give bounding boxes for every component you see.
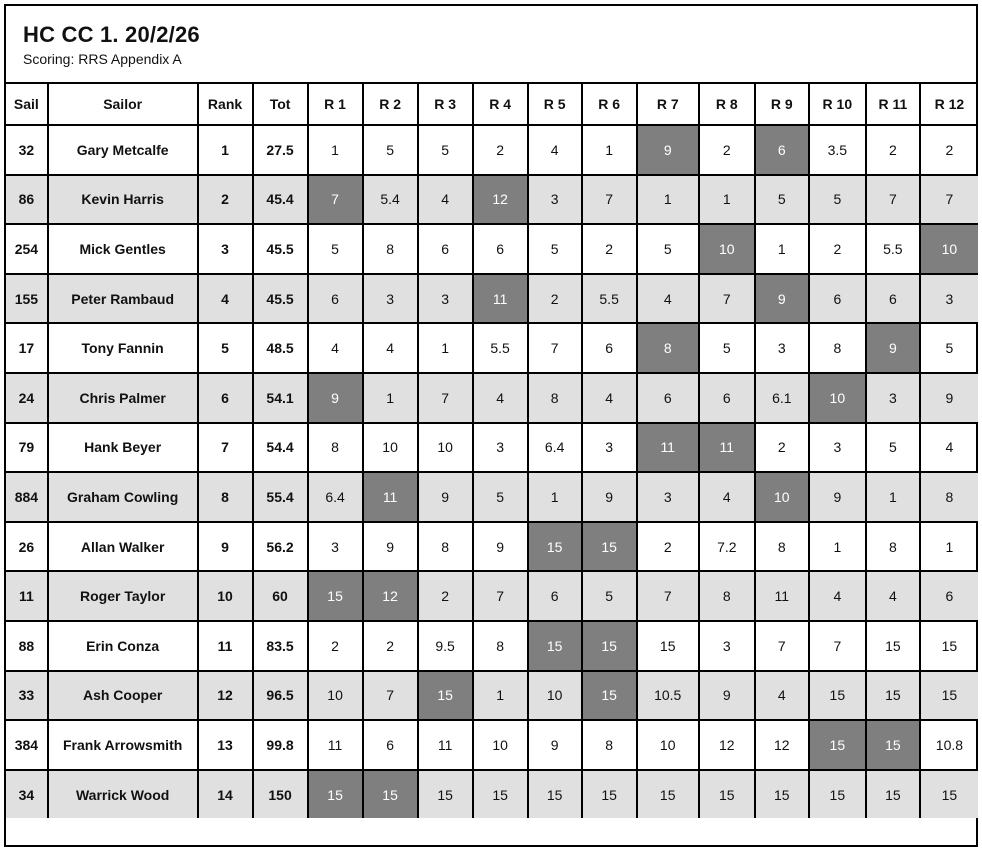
sailor-name-cell: Gary Metcalfe — [48, 125, 198, 175]
race-score-cell: 15 — [920, 671, 978, 721]
discarded-race-score-cell: 12 — [473, 175, 528, 225]
race-score-cell: 9.5 — [418, 621, 473, 671]
race-score-cell: 5 — [920, 323, 978, 373]
header-row — [6, 84, 978, 125]
sailor-name-cell: Peter Rambaud — [48, 274, 198, 324]
race-score-cell: 8 — [363, 224, 418, 274]
race-score-cell: 1 — [418, 323, 473, 373]
race-score-cell: 7 — [699, 274, 755, 324]
race-score-cell: 5.5 — [866, 224, 920, 274]
race-score-cell: 3 — [363, 274, 418, 324]
race-score-cell: 5 — [637, 224, 699, 274]
discarded-race-score-cell: 9 — [308, 373, 363, 423]
race-score-cell: 11 — [418, 720, 473, 770]
race-score-cell: 6 — [582, 323, 637, 373]
race-score-cell: 9 — [528, 720, 582, 770]
rank-cell: 3 — [198, 224, 253, 274]
table-row — [6, 472, 978, 522]
race-score-cell: 15 — [473, 770, 528, 819]
race-score-cell: 9 — [473, 522, 528, 572]
race-score-cell: 1 — [308, 125, 363, 175]
column-header-rank: Rank — [198, 84, 253, 125]
race-score-cell: 5 — [809, 175, 866, 225]
sail-number-cell: 11 — [6, 571, 48, 621]
race-score-cell: 8 — [308, 423, 363, 473]
total-cell: 48.5 — [253, 323, 308, 373]
race-score-cell: 3 — [308, 522, 363, 572]
sail-number-cell: 254 — [6, 224, 48, 274]
race-score-cell: 4 — [528, 125, 582, 175]
race-score-cell: 8 — [418, 522, 473, 572]
page-title: HC CC 1. 20/2/26 — [23, 22, 200, 47]
discarded-race-score-cell: 15 — [582, 621, 637, 671]
sailor-name-cell: Roger Taylor — [48, 571, 198, 621]
column-header-r8: R 8 — [699, 84, 755, 125]
race-score-cell: 8 — [920, 472, 978, 522]
race-score-cell: 1 — [582, 125, 637, 175]
race-score-cell: 7 — [755, 621, 809, 671]
race-score-cell: 10 — [637, 720, 699, 770]
table-row — [6, 125, 978, 175]
race-score-cell: 6 — [699, 373, 755, 423]
race-score-cell: 15 — [582, 770, 637, 819]
race-score-cell: 5 — [363, 125, 418, 175]
rank-cell: 4 — [198, 274, 253, 324]
race-score-cell: 1 — [528, 472, 582, 522]
race-score-cell: 10 — [363, 423, 418, 473]
race-score-cell: 6 — [308, 274, 363, 324]
race-score-cell: 5 — [582, 571, 637, 621]
race-score-cell: 5.4 — [363, 175, 418, 225]
rank-cell: 10 — [198, 571, 253, 621]
discarded-race-score-cell: 11 — [637, 423, 699, 473]
column-header-r10: R 10 — [809, 84, 866, 125]
race-score-cell: 10 — [473, 720, 528, 770]
discarded-race-score-cell: 8 — [637, 323, 699, 373]
race-score-cell: 9 — [363, 522, 418, 572]
total-cell: 55.4 — [253, 472, 308, 522]
race-score-cell: 1 — [699, 175, 755, 225]
column-header-r9: R 9 — [755, 84, 809, 125]
race-score-cell: 8 — [809, 323, 866, 373]
discarded-race-score-cell: 6 — [755, 125, 809, 175]
sailor-name-cell: Chris Palmer — [48, 373, 198, 423]
race-score-cell: 9 — [582, 472, 637, 522]
total-cell: 27.5 — [253, 125, 308, 175]
race-score-cell: 6.1 — [755, 373, 809, 423]
rank-cell: 5 — [198, 323, 253, 373]
table-row — [6, 224, 978, 274]
discarded-race-score-cell: 10 — [755, 472, 809, 522]
rank-cell: 9 — [198, 522, 253, 572]
race-score-cell: 6.4 — [308, 472, 363, 522]
race-score-cell: 15 — [809, 671, 866, 721]
total-cell: 99.8 — [253, 720, 308, 770]
total-cell: 150 — [253, 770, 308, 819]
rank-cell: 12 — [198, 671, 253, 721]
rank-cell: 2 — [198, 175, 253, 225]
race-score-cell: 15 — [755, 770, 809, 819]
rank-cell: 8 — [198, 472, 253, 522]
race-score-cell: 8 — [866, 522, 920, 572]
sail-number-cell: 384 — [6, 720, 48, 770]
race-score-cell: 1 — [755, 224, 809, 274]
race-score-cell: 6 — [473, 224, 528, 274]
race-score-cell: 12 — [699, 720, 755, 770]
sail-number-cell: 26 — [6, 522, 48, 572]
sail-number-cell: 79 — [6, 423, 48, 473]
discarded-race-score-cell: 9 — [637, 125, 699, 175]
table-row — [6, 621, 978, 671]
sailor-name-cell: Hank Beyer — [48, 423, 198, 473]
race-score-cell: 2 — [920, 125, 978, 175]
total-cell: 45.5 — [253, 274, 308, 324]
results-table — [6, 84, 978, 818]
race-score-cell: 15 — [637, 770, 699, 819]
race-score-cell: 6 — [528, 571, 582, 621]
discarded-race-score-cell: 15 — [809, 720, 866, 770]
race-score-cell: 6.4 — [528, 423, 582, 473]
race-score-cell: 5 — [699, 323, 755, 373]
total-cell: 96.5 — [253, 671, 308, 721]
race-score-cell: 15 — [866, 621, 920, 671]
table-row — [6, 423, 978, 473]
race-score-cell: 10.5 — [637, 671, 699, 721]
discarded-race-score-cell: 15 — [528, 522, 582, 572]
race-score-cell: 5 — [473, 472, 528, 522]
race-score-cell: 1 — [920, 522, 978, 572]
race-score-cell: 3 — [920, 274, 978, 324]
race-score-cell: 1 — [363, 373, 418, 423]
race-score-cell: 4 — [866, 571, 920, 621]
race-score-cell: 4 — [308, 323, 363, 373]
race-score-cell: 3 — [528, 175, 582, 225]
race-score-cell: 15 — [637, 621, 699, 671]
total-cell: 54.1 — [253, 373, 308, 423]
discarded-race-score-cell: 15 — [418, 671, 473, 721]
sailor-name-cell: Graham Cowling — [48, 472, 198, 522]
table-row — [6, 770, 978, 819]
total-cell: 45.4 — [253, 175, 308, 225]
race-score-cell: 3 — [582, 423, 637, 473]
race-score-cell: 2 — [473, 125, 528, 175]
discarded-race-score-cell: 15 — [308, 571, 363, 621]
race-score-cell: 3 — [473, 423, 528, 473]
race-score-cell: 4 — [920, 423, 978, 473]
race-score-cell: 2 — [699, 125, 755, 175]
race-score-cell: 1 — [809, 522, 866, 572]
race-score-cell: 6 — [363, 720, 418, 770]
discarded-race-score-cell: 15 — [528, 621, 582, 671]
table-row — [6, 571, 978, 621]
results-header — [6, 6, 976, 84]
column-header-r5: R 5 — [528, 84, 582, 125]
race-score-cell: 3 — [866, 373, 920, 423]
rank-cell: 1 — [198, 125, 253, 175]
discarded-race-score-cell: 15 — [582, 671, 637, 721]
race-score-cell: 7.2 — [699, 522, 755, 572]
sailor-name-cell: Mick Gentles — [48, 224, 198, 274]
column-header-r1: R 1 — [308, 84, 363, 125]
race-score-cell: 15 — [866, 671, 920, 721]
rank-cell: 6 — [198, 373, 253, 423]
race-score-cell: 7 — [528, 323, 582, 373]
sailor-name-cell: Erin Conza — [48, 621, 198, 671]
race-score-cell: 2 — [418, 571, 473, 621]
sail-number-cell: 155 — [6, 274, 48, 324]
race-score-cell: 3 — [699, 621, 755, 671]
race-score-cell: 5.5 — [582, 274, 637, 324]
sail-number-cell: 32 — [6, 125, 48, 175]
race-score-cell: 6 — [809, 274, 866, 324]
race-score-cell: 4 — [637, 274, 699, 324]
sail-number-cell: 34 — [6, 770, 48, 819]
sail-number-cell: 88 — [6, 621, 48, 671]
race-score-cell: 15 — [920, 770, 978, 819]
sail-number-cell: 86 — [6, 175, 48, 225]
discarded-race-score-cell: 15 — [866, 720, 920, 770]
race-score-cell: 15 — [809, 770, 866, 819]
results-sheet — [4, 4, 978, 847]
table-row — [6, 274, 978, 324]
race-score-cell: 8 — [582, 720, 637, 770]
total-cell: 83.5 — [253, 621, 308, 671]
race-score-cell: 2 — [363, 621, 418, 671]
discarded-race-score-cell: 12 — [363, 571, 418, 621]
sail-number-cell: 33 — [6, 671, 48, 721]
race-score-cell: 3 — [637, 472, 699, 522]
sailor-name-cell: Tony Fannin — [48, 323, 198, 373]
race-score-cell: 1 — [866, 472, 920, 522]
rank-cell: 14 — [198, 770, 253, 819]
race-score-cell: 6 — [920, 571, 978, 621]
race-score-cell: 7 — [866, 175, 920, 225]
discarded-race-score-cell: 15 — [363, 770, 418, 819]
column-header-r2: R 2 — [363, 84, 418, 125]
discarded-race-score-cell: 15 — [308, 770, 363, 819]
column-header-r12: R 12 — [920, 84, 978, 125]
rank-cell: 7 — [198, 423, 253, 473]
race-score-cell: 15 — [866, 770, 920, 819]
race-score-cell: 5 — [755, 175, 809, 225]
race-score-cell: 10 — [308, 671, 363, 721]
sail-number-cell: 884 — [6, 472, 48, 522]
race-score-cell: 7 — [418, 373, 473, 423]
race-score-cell: 7 — [637, 571, 699, 621]
race-score-cell: 2 — [755, 423, 809, 473]
race-score-cell: 3 — [809, 423, 866, 473]
race-score-cell: 15 — [920, 621, 978, 671]
column-header-r4: R 4 — [473, 84, 528, 125]
column-header-r11: R 11 — [866, 84, 920, 125]
race-score-cell: 7 — [363, 671, 418, 721]
total-cell: 45.5 — [253, 224, 308, 274]
total-cell: 54.4 — [253, 423, 308, 473]
table-row — [6, 522, 978, 572]
race-score-cell: 11 — [755, 571, 809, 621]
race-score-cell: 10.8 — [920, 720, 978, 770]
race-score-cell: 4 — [363, 323, 418, 373]
race-score-cell: 7 — [920, 175, 978, 225]
discarded-race-score-cell: 11 — [473, 274, 528, 324]
race-score-cell: 7 — [809, 621, 866, 671]
race-score-cell: 4 — [473, 373, 528, 423]
table-row — [6, 671, 978, 721]
race-score-cell: 9 — [920, 373, 978, 423]
race-score-cell: 2 — [637, 522, 699, 572]
column-header-tot: Tot — [253, 84, 308, 125]
rank-cell: 11 — [198, 621, 253, 671]
total-cell: 60 — [253, 571, 308, 621]
race-score-cell: 5 — [528, 224, 582, 274]
race-score-cell: 9 — [809, 472, 866, 522]
race-score-cell: 1 — [473, 671, 528, 721]
race-score-cell: 4 — [582, 373, 637, 423]
sail-number-cell: 24 — [6, 373, 48, 423]
discarded-race-score-cell: 7 — [308, 175, 363, 225]
race-score-cell: 10 — [528, 671, 582, 721]
race-score-cell: 4 — [699, 472, 755, 522]
race-score-cell: 4 — [418, 175, 473, 225]
discarded-race-score-cell: 9 — [755, 274, 809, 324]
race-score-cell: 15 — [699, 770, 755, 819]
column-header-r6: R 6 — [582, 84, 637, 125]
race-score-cell: 7 — [582, 175, 637, 225]
race-score-cell: 2 — [528, 274, 582, 324]
discarded-race-score-cell: 11 — [699, 423, 755, 473]
race-score-cell: 8 — [699, 571, 755, 621]
race-score-cell: 2 — [809, 224, 866, 274]
race-score-cell: 2 — [582, 224, 637, 274]
rank-cell: 13 — [198, 720, 253, 770]
race-score-cell: 10 — [418, 423, 473, 473]
sailor-name-cell: Kevin Harris — [48, 175, 198, 225]
race-score-cell: 7 — [473, 571, 528, 621]
column-header-r7: R 7 — [637, 84, 699, 125]
race-score-cell: 3.5 — [809, 125, 866, 175]
race-score-cell: 6 — [418, 224, 473, 274]
scoring-subtitle: Scoring: RRS Appendix A — [23, 51, 182, 67]
race-score-cell: 1 — [637, 175, 699, 225]
discarded-race-score-cell: 10 — [809, 373, 866, 423]
sailor-name-cell: Warrick Wood — [48, 770, 198, 819]
total-cell: 56.2 — [253, 522, 308, 572]
column-header-sail: Sail — [6, 84, 48, 125]
race-score-cell: 3 — [418, 274, 473, 324]
race-score-cell: 9 — [418, 472, 473, 522]
race-score-cell: 5.5 — [473, 323, 528, 373]
race-score-cell: 5 — [866, 423, 920, 473]
race-score-cell: 8 — [528, 373, 582, 423]
race-score-cell: 5 — [308, 224, 363, 274]
discarded-race-score-cell: 11 — [363, 472, 418, 522]
discarded-race-score-cell: 9 — [866, 323, 920, 373]
race-score-cell: 6 — [637, 373, 699, 423]
race-score-cell: 3 — [755, 323, 809, 373]
race-score-cell: 8 — [755, 522, 809, 572]
sailor-name-cell: Ash Cooper — [48, 671, 198, 721]
discarded-race-score-cell: 15 — [582, 522, 637, 572]
results-body — [6, 125, 978, 818]
race-score-cell: 11 — [308, 720, 363, 770]
discarded-race-score-cell: 10 — [920, 224, 978, 274]
race-score-cell: 15 — [418, 770, 473, 819]
race-score-cell: 4 — [809, 571, 866, 621]
table-row — [6, 373, 978, 423]
race-score-cell: 12 — [755, 720, 809, 770]
sail-number-cell: 17 — [6, 323, 48, 373]
table-row — [6, 720, 978, 770]
race-score-cell: 2 — [866, 125, 920, 175]
race-score-cell: 6 — [866, 274, 920, 324]
column-header-sailor: Sailor — [48, 84, 198, 125]
race-score-cell: 4 — [755, 671, 809, 721]
discarded-race-score-cell: 10 — [699, 224, 755, 274]
sailor-name-cell: Frank Arrowsmith — [48, 720, 198, 770]
race-score-cell: 9 — [699, 671, 755, 721]
table-row — [6, 175, 978, 225]
sailor-name-cell: Allan Walker — [48, 522, 198, 572]
column-header-r3: R 3 — [418, 84, 473, 125]
race-score-cell: 8 — [473, 621, 528, 671]
table-row — [6, 323, 978, 373]
race-score-cell: 2 — [308, 621, 363, 671]
race-score-cell: 15 — [528, 770, 582, 819]
race-score-cell: 5 — [418, 125, 473, 175]
